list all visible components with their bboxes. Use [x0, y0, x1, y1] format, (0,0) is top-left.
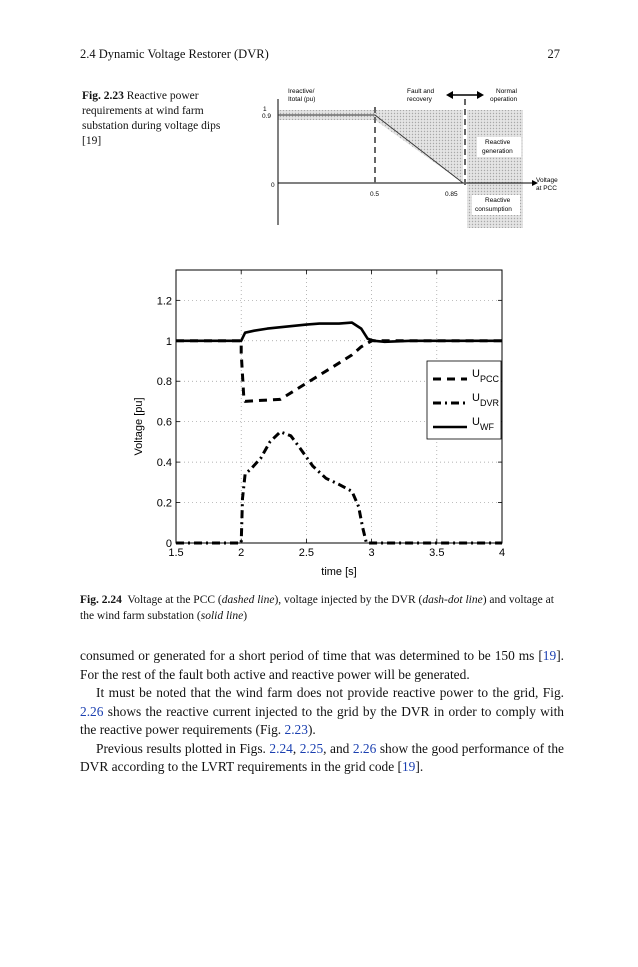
- text-span: It must be noted that the wind farm does not provide reactive power to the grid, Fig.: [96, 685, 564, 700]
- figure-link[interactable]: 2.24: [269, 740, 293, 756]
- fig23-generation-label-2: generation: [482, 148, 513, 155]
- fig23-xtitle-1: Voltage: [536, 177, 558, 184]
- y-tick-label: 0.6: [156, 416, 172, 429]
- fig23-caption-text: Reactive power requirements at wind farm substation during voltage dips [19]: [82, 90, 221, 147]
- text-span: show the good performance of the DVR according to the LVRT requirements in the grid code [: [80, 740, 564, 774]
- text-span: ).: [307, 722, 316, 737]
- x-tick-label: 3: [368, 547, 375, 559]
- citation-link[interactable]: 19: [401, 759, 416, 774]
- fig24-caption-part: ) and voltage at the wind farm substation (: [80, 594, 554, 622]
- legend-label-uwf: $U_{WF}$: [472, 416, 494, 432]
- figure-link[interactable]: 2.25: [299, 740, 324, 756]
- y-tick-label: 1: [165, 335, 172, 348]
- legend-subscript: WF: [479, 422, 494, 432]
- fig23-normal-label-1: Normal: [496, 88, 517, 95]
- y-tick-label: 1.2: [156, 295, 172, 308]
- fig23-label: Fig. 2.23: [82, 90, 124, 102]
- text-span: Previous results plotted in Figs.: [96, 740, 270, 756]
- fig24-caption-part: dashed line: [221, 594, 275, 606]
- figure-link[interactable]: 2.26: [80, 703, 104, 719]
- fig23-ytick-09: 0.9: [262, 113, 272, 120]
- fig23-arrow-left-icon: [446, 91, 453, 99]
- text-span: ,: [292, 740, 300, 756]
- fig23-xtick-085: 0.85: [445, 191, 458, 198]
- y-tick-label: 0: [165, 538, 172, 550]
- fig23-ytitle-1: Ireactive/: [288, 88, 315, 95]
- fig23-generation-label-1: Reactive: [485, 139, 511, 146]
- legend-subscript: PCC: [479, 374, 499, 384]
- fig23-ytick-1: 1: [263, 106, 267, 113]
- fig23-normal-label-2: operation: [490, 96, 518, 103]
- text-span: ].: [415, 759, 424, 774]
- series-line-udvr: [176, 432, 502, 543]
- y-tick-label: 0.2: [156, 497, 172, 510]
- fig24-caption-part: solid line: [200, 610, 244, 622]
- fig23-fault-label-1: Fault and: [407, 88, 435, 95]
- x-tick-label: 3.5: [429, 547, 445, 559]
- legend-label-upcc: $U_{PCC}$: [472, 368, 499, 384]
- figure-link[interactable]: 2.26: [352, 740, 377, 756]
- fig24-xlabel: time [s]: [321, 566, 357, 578]
- x-tick-label: 2.5: [298, 547, 315, 559]
- paragraph-3: [80, 740, 564, 777]
- fig23-ytick-0: 0: [271, 182, 275, 189]
- y-tick-label: 0.8: [156, 376, 172, 389]
- fig23-caption: [82, 89, 242, 149]
- paragraph-2: [80, 684, 564, 740]
- legend-subscript: DVR: [479, 398, 499, 408]
- figure-link[interactable]: 2.23: [284, 722, 308, 737]
- text-span: ]. For the rest of the fault both active and reactive power will be generated.: [80, 648, 564, 682]
- text-span: , and: [323, 740, 353, 756]
- text-span: shows the reactive current injected to the grid by the DVR in order to comply with the reactive power requirements (Fig.: [80, 703, 564, 737]
- fig24-ylabel: Voltage [pu]: [133, 397, 145, 456]
- fig23-shaded-ramp: [375, 120, 463, 183]
- fig24-chart: [120, 260, 520, 580]
- fig23-diagram: [240, 85, 570, 235]
- fig23-xtitle-2: at PCC: [536, 185, 557, 192]
- fig24-caption-part: dash-dot line: [422, 594, 483, 606]
- fig24-caption-part: Voltage at the PCC (: [127, 594, 222, 606]
- text-span: consumed or generated for a short period of time that was determined to be 150 ms [: [80, 648, 543, 663]
- y-tick-label: 0.4: [156, 457, 172, 470]
- legend-label-udvr: $U_{DVR}$: [472, 392, 499, 408]
- fig24-caption-part: ), voltage injected by the DVR (: [274, 594, 423, 606]
- fig23-consumption-label-1: Reactive: [485, 197, 511, 204]
- fig23-consumption-label-2: consumption: [475, 206, 512, 213]
- fig24-label: Fig. 2.24: [80, 594, 122, 606]
- fig23-xtick-05: 0.5: [370, 191, 380, 198]
- fig24-caption: [80, 592, 566, 624]
- fig24-legend: [427, 361, 501, 439]
- paragraph-1: [80, 647, 564, 684]
- running-header: 2.4 Dynamic Voltage Restorer (DVR): [80, 47, 269, 61]
- series-line-uwf: [176, 323, 502, 342]
- fig23-arrow-right-icon: [477, 91, 484, 99]
- fig23-fault-label-2: recovery: [407, 96, 432, 103]
- x-tick-label: 2: [238, 547, 245, 559]
- page-number: 27: [547, 47, 560, 61]
- x-tick-label: 4: [498, 547, 506, 559]
- x-tick-label: 1.5: [168, 547, 184, 559]
- citation-link[interactable]: 19: [542, 648, 557, 663]
- body-text: [80, 647, 564, 777]
- fig24-caption-part: ): [243, 610, 248, 622]
- fig23-ytitle-2: Itotal (pu): [288, 96, 316, 103]
